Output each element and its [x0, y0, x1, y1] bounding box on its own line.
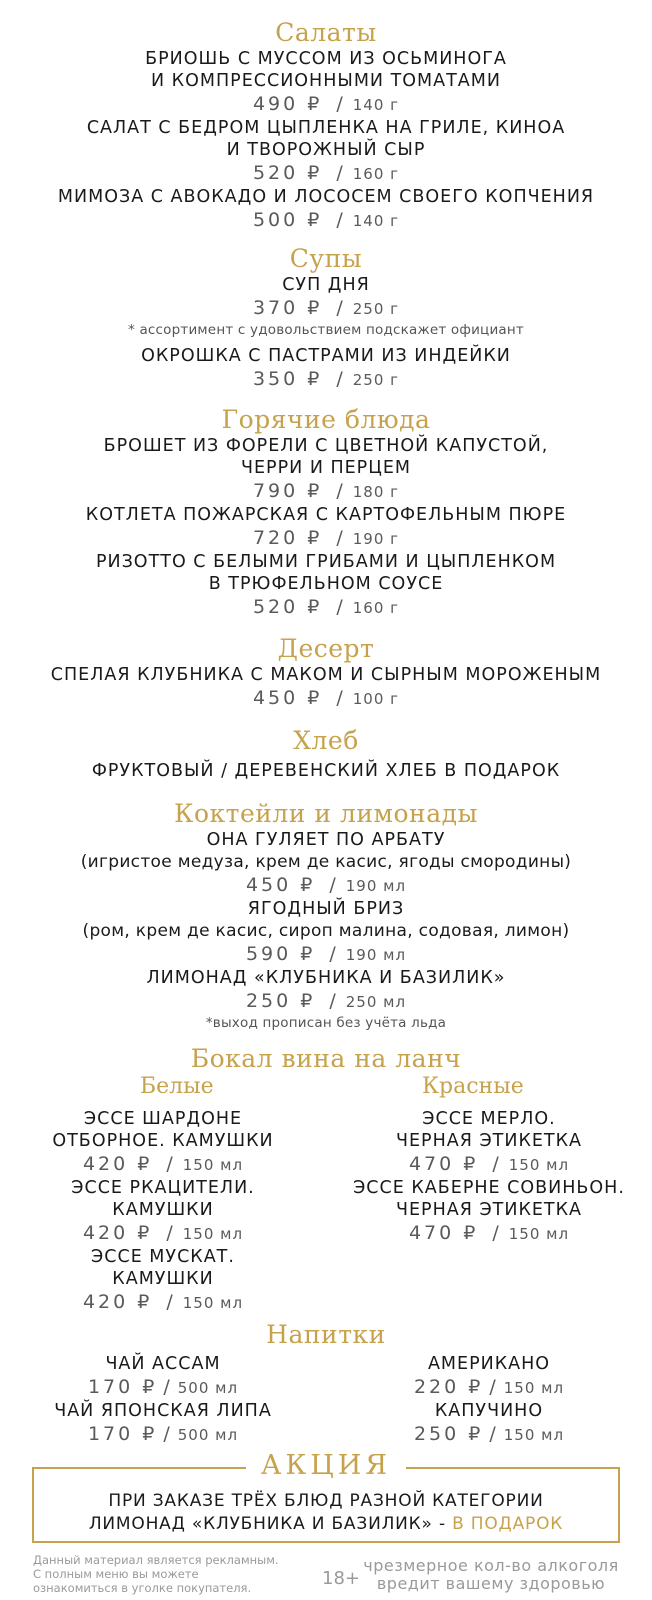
menu-item: [0, 898, 652, 967]
item-name: СУП ДНЯ: [282, 275, 370, 295]
section-title: Салаты: [275, 18, 377, 47]
weight-value: 150 мл: [503, 1426, 565, 1444]
weight-value: 160 г: [352, 599, 400, 617]
item-price: 250 ₽ / 250 мл: [245, 990, 407, 1012]
item-price: 470 ₽ / 150 мл: [408, 1222, 570, 1244]
item-price: 450 ₽ / 100 г: [252, 687, 400, 709]
item-price: 170 ₽ / 500 мл: [87, 1423, 239, 1445]
item-description: (игристое медуза, крем де касис, ягоды смородины): [80, 852, 572, 872]
item-note: * ассортимент с удовольствием подскажет официант: [128, 322, 524, 338]
item-price: 420 ₽ / 150 мл: [82, 1153, 244, 1175]
price-value: 250 ₽: [245, 990, 316, 1012]
item-price: 350 ₽ / 250 г: [252, 368, 400, 390]
item-name: ЧЕРНАЯ ЭТИКЕТКА: [395, 1200, 583, 1220]
item-name: МИМОЗА С АВОКАДО И ЛОСОСЕМ СВОЕГО КОПЧЕНИЯ: [57, 187, 595, 207]
weight-value: 500 мл: [177, 1426, 239, 1444]
item-name: РИЗОТТО С БЕЛЫМИ ГРИБАМИ И ЦЫПЛЕНКОМ: [95, 552, 557, 572]
menu-item: [0, 117, 652, 186]
promo-text: [32, 1490, 620, 1536]
item-price: 470 ₽ / 150 мл: [408, 1153, 570, 1175]
menu-item: [0, 1353, 326, 1400]
promo-title: АКЦИЯ: [246, 1450, 406, 1482]
price-value: 450 ₽: [252, 687, 323, 709]
section-title: Хлеб: [293, 726, 359, 755]
item-price: 790 ₽ / 180 г: [252, 480, 400, 502]
price-value: 500 ₽: [252, 209, 323, 231]
section-title: Коктейли и лимонады: [174, 799, 478, 828]
price-value: 250 ₽: [413, 1423, 484, 1445]
item-name: ОТБОРНОЕ. КАМУШКИ: [52, 1131, 274, 1151]
weight-value: 190 г: [352, 530, 400, 548]
price-value: 470 ₽: [408, 1222, 479, 1244]
price-value: 490 ₽: [252, 93, 323, 115]
section-hot: [0, 405, 652, 620]
weight-value: 150 мл: [503, 1379, 565, 1397]
warning-line: чрезмерное кол-во алкоголя: [363, 1556, 619, 1575]
menu-item: [326, 1353, 652, 1400]
price-value: 720 ₽: [252, 527, 323, 549]
menu-item: [0, 1108, 326, 1177]
price-value: 420 ₽: [82, 1222, 153, 1244]
item-name: КАМУШКИ: [112, 1200, 214, 1220]
weight-value: 250 г: [352, 371, 400, 389]
menu-item: [0, 1177, 326, 1246]
bread-text: ФРУКТОВЫЙ / ДЕРЕВЕНСКИЙ ХЛЕБ В ПОДАРОК: [91, 761, 561, 781]
section-title: Десерт: [277, 634, 375, 663]
price-value: 590 ₽: [245, 943, 316, 965]
promo-highlight: В ПОДАРОК: [452, 1514, 564, 1534]
ad-line: Данный материал является рекламным.: [33, 1553, 279, 1567]
item-name: КАПУЧИНО: [434, 1401, 544, 1421]
item-price: 520 ₽ / 160 г: [252, 596, 400, 618]
item-price: 500 ₽ / 140 г: [252, 209, 400, 231]
item-name: И ТВОРОЖНЫЙ СЫР: [226, 140, 426, 160]
item-name: СПЕЛАЯ КЛУБНИКА С МАКОМ И СЫРНЫМ МОРОЖЕНЫМ: [50, 665, 602, 685]
drinks-left-column: [0, 1353, 326, 1447]
item-name: ЯГОДНЫЙ БРИЗ: [247, 899, 405, 919]
item-name: ЧАЙ АССАМ: [105, 1354, 221, 1374]
promo-line: [32, 1513, 620, 1536]
item-price: 170 ₽ / 500 мл: [87, 1376, 239, 1398]
menu-item: [0, 1246, 326, 1315]
price-value: 350 ₽: [252, 368, 323, 390]
drinks-right-column: [326, 1353, 652, 1447]
price-value: 370 ₽: [252, 297, 323, 319]
weight-value: 150 мл: [508, 1225, 570, 1243]
item-name: ОКРОШКА С ПАСТРАМИ ИЗ ИНДЕЙКИ: [141, 346, 511, 366]
price-value: 520 ₽: [252, 162, 323, 184]
item-price: 520 ₽ / 160 г: [252, 162, 400, 184]
item-name: И КОМПРЕССИОННЫМИ ТОМАТАМИ: [151, 71, 501, 91]
menu-item: [0, 48, 652, 117]
item-name: САЛАТ С БЕДРОМ ЦЫПЛЕНКА НА ГРИЛЕ, КИНОА: [86, 118, 566, 138]
weight-value: 500 мл: [177, 1379, 239, 1397]
price-value: 450 ₽: [245, 874, 316, 896]
section-drinks: [0, 1320, 652, 1350]
wine-white-column: [0, 1074, 326, 1315]
item-note: *выход прописан без учёта льда: [205, 1015, 447, 1031]
promo-line: ПРИ ЗАКАЗЕ ТРЁХ БЛЮД РАЗНОЙ КАТЕГОРИИ: [108, 1491, 544, 1511]
item-price: 490 ₽ / 140 г: [252, 93, 400, 115]
item-name: ЭССЕ ШАРДОНЕ: [83, 1109, 243, 1129]
menu-item: [326, 1400, 652, 1447]
weight-value: 150 мл: [508, 1156, 570, 1174]
weight-value: 150 мл: [182, 1294, 244, 1312]
wine-columns: [0, 1074, 652, 1315]
weight-value: 190 мл: [345, 946, 407, 964]
item-name: ЧАЙ ЯПОНСКАЯ ЛИПА: [54, 1401, 272, 1421]
item-name: ЭССЕ МЕРЛО.: [422, 1109, 556, 1129]
price-value: 790 ₽: [252, 480, 323, 502]
item-name: БРОШЕТ ИЗ ФОРЕЛИ С ЦВЕТНОЙ КАПУСТОЙ,: [103, 436, 549, 456]
menu-item: [0, 435, 652, 504]
weight-value: 140 г: [352, 96, 400, 114]
column-title: Белые: [140, 1074, 214, 1099]
menu-item: [0, 186, 652, 233]
weight-value: 250 г: [352, 300, 400, 318]
weight-value: 150 мл: [182, 1156, 244, 1174]
item-price: 450 ₽ / 190 мл: [245, 874, 407, 896]
alcohol-warning: [356, 1557, 626, 1593]
item-price: 720 ₽ / 190 г: [252, 527, 400, 549]
item-price: 250 ₽ / 150 мл: [413, 1423, 565, 1445]
item-price: 220 ₽ / 150 мл: [413, 1376, 565, 1398]
item-name: В ТРЮФЕЛЬНОМ СОУСЕ: [208, 574, 444, 594]
item-price: 590 ₽ / 190 мл: [245, 943, 407, 965]
section-title: Напитки: [266, 1320, 386, 1349]
promo-line-text: ЛИМОНАД «КЛУБНИКА И БАЗИЛИК» -: [88, 1514, 446, 1534]
section-title: Супы: [289, 244, 363, 273]
weight-value: 180 г: [352, 483, 400, 501]
wine-red-column: [326, 1074, 652, 1315]
drinks-columns: [0, 1353, 652, 1447]
menu-item: [0, 829, 652, 898]
section-title: Бокал вина на ланч: [190, 1044, 462, 1073]
item-name: КАМУШКИ: [112, 1269, 214, 1289]
item-name: АМЕРИКАНО: [427, 1354, 551, 1374]
warning-line: вредит вашему здоровью: [376, 1574, 606, 1593]
item-name: ОНА ГУЛЯЕТ ПО АРБАТУ: [206, 830, 446, 850]
menu-item: [326, 1177, 652, 1246]
section-wine: [0, 1044, 652, 1074]
section-title: Горячие блюда: [221, 405, 431, 434]
menu-item: [0, 664, 652, 711]
ad-disclaimer: [33, 1553, 323, 1595]
item-name: БРИОШЬ С МУССОМ ИЗ ОСЬМИНОГА: [145, 49, 507, 69]
section-cocktails: [0, 799, 652, 1032]
section-bread: [0, 726, 652, 782]
price-value: 520 ₽: [252, 596, 323, 618]
ad-line: ознакомиться в уголке покупателя.: [33, 1581, 252, 1595]
section-soups: [0, 244, 652, 392]
item-name: ЧЕРНАЯ ЭТИКЕТКА: [395, 1131, 583, 1151]
weight-value: 250 мл: [345, 993, 407, 1011]
weight-value: 100 г: [352, 690, 400, 708]
menu-item: [0, 551, 652, 620]
price-value: 470 ₽: [408, 1153, 479, 1175]
item-name: ЧЕРРИ И ПЕРЦЕМ: [241, 458, 411, 478]
menu-item: [0, 967, 652, 1032]
menu-item: [0, 1400, 326, 1447]
price-value: 420 ₽: [82, 1291, 153, 1313]
section-salads: [0, 18, 652, 233]
price-value: 170 ₽: [87, 1423, 158, 1445]
price-value: 170 ₽: [87, 1376, 158, 1398]
item-name: ЭССЕ МУСКАТ.: [91, 1247, 235, 1267]
item-name: ЭССЕ КАБЕРНЕ СОВИНЬОН.: [353, 1178, 625, 1198]
menu-item: [0, 504, 652, 551]
section-dessert: [0, 634, 652, 711]
column-title: Красные: [422, 1074, 524, 1099]
item-name: КОТЛЕТА ПОЖАРСКАЯ С КАРТОФЕЛЬНЫМ ПЮРЕ: [85, 505, 567, 525]
price-value: 220 ₽: [413, 1376, 484, 1398]
item-name: ЛИМОНАД «КЛУБНИКА И БАЗИЛИК»: [146, 968, 506, 988]
weight-value: 140 г: [352, 212, 400, 230]
menu-item: [0, 345, 652, 392]
item-price: 420 ₽ / 150 мл: [82, 1222, 244, 1244]
item-description: (ром, крем де касис, сироп малина, содовая, лимон): [82, 921, 570, 941]
weight-value: 150 мл: [182, 1225, 244, 1243]
weight-value: 160 г: [352, 165, 400, 183]
menu-item: [326, 1108, 652, 1177]
item-price: 370 ₽ / 250 г: [252, 297, 400, 319]
price-value: 420 ₽: [82, 1153, 153, 1175]
menu-item: [0, 274, 652, 339]
age-badge: 18+: [322, 1568, 360, 1589]
item-name: ЭССЕ РКАЦИТЕЛИ.: [71, 1178, 255, 1198]
item-price: 420 ₽ / 150 мл: [82, 1291, 244, 1313]
weight-value: 190 мл: [345, 877, 407, 895]
ad-line: С полным меню вы можете: [33, 1567, 199, 1581]
